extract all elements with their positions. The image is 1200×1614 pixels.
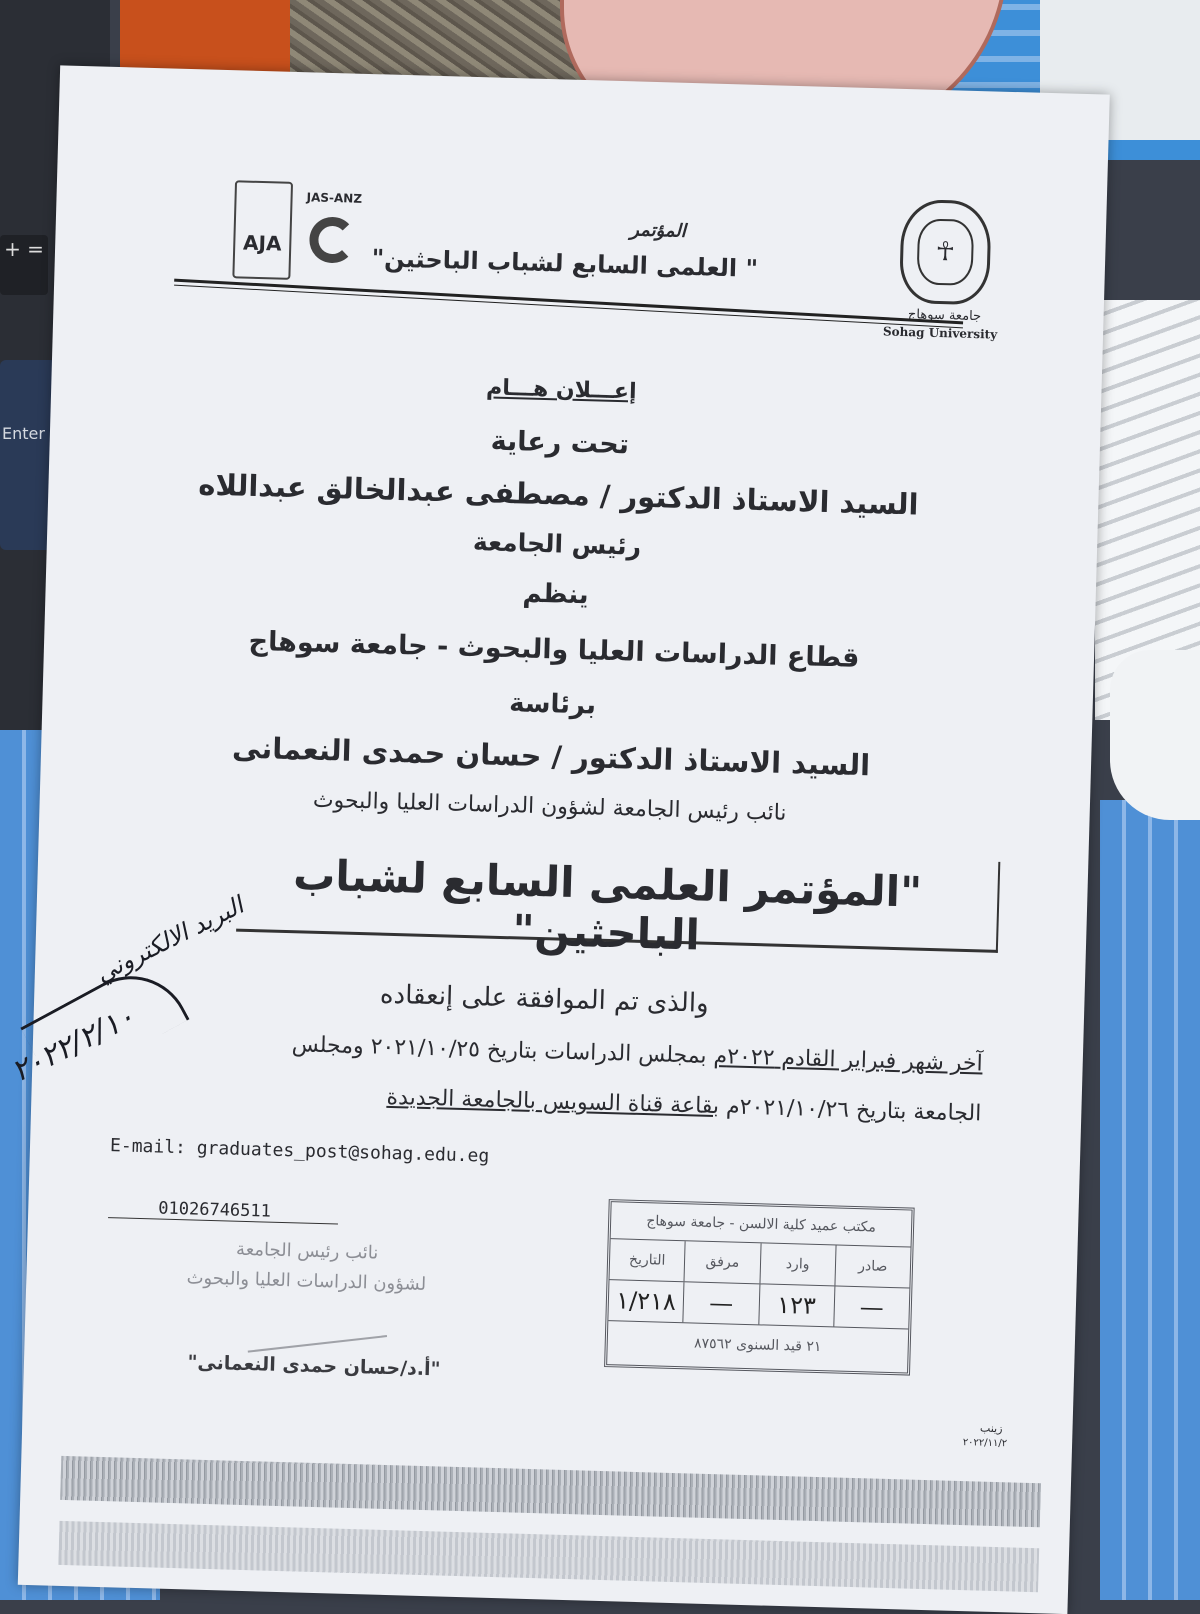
university-seal-icon (899, 199, 992, 305)
signatory-name: "أ.د/حسان حمدى النعمانى" (187, 1351, 441, 1381)
sector-line: قطاع الدراسات العليا والبحوث - جامعة سوهاج (248, 625, 860, 674)
vice-president-title: نائب رئيس الجامعة لشؤون الدراسات العليا والبحوث (312, 787, 787, 826)
scan-noise-band (60, 1456, 1041, 1527)
blue-tablecloth-right (1100, 800, 1200, 1600)
vice-president-name: السيد الاستاذ الدكتور / حسان حمدى النعمانى (231, 730, 871, 783)
conference-name: "المؤتمر العلمى السابع لشباب الباحثين" (292, 850, 923, 960)
letterhead-rule (174, 279, 963, 325)
letterhead-title: " العلمى السابع لشباب الباحثين" (371, 244, 759, 283)
university-name-en: Sohag University (882, 324, 998, 342)
handwritten-note: البريد الالكتروني (91, 891, 248, 988)
patronage-line: تحت رعاية (490, 425, 630, 461)
seal-emblem-icon: ☥ (916, 218, 974, 286)
president-title: رئيس الجامعة (472, 527, 642, 561)
dates-line-1 (103, 1027, 983, 1077)
stamp-val-outgoing: — (833, 1286, 909, 1328)
stamp-header: مكتب عميد كلية الالسن - جامعة سوهاج (611, 1202, 912, 1247)
venue: بقاعة قناة السويس بالجامعة الجديدة (386, 1084, 720, 1120)
keyboard-enter-key: Enter (0, 360, 82, 550)
contact-email: E-mail: graduates_post@sohag.edu.eg (109, 1135, 490, 1167)
stamp-col-date: التاريخ (628, 1251, 666, 1269)
certification-logos (232, 180, 385, 294)
scan-noise-band-lower (58, 1521, 1039, 1592)
keyboard-plus-key: + = (0, 235, 48, 295)
computer-mouse (1110, 650, 1200, 820)
jas-anz-label: JAS-ANZ (306, 190, 363, 206)
stamp-col-incoming: وارد (759, 1243, 835, 1285)
announcement-heading: إعـــلان هـــام (485, 375, 637, 405)
stamp-col-attachment: مرفق (684, 1241, 760, 1283)
chaired-by-line: برئاسة (508, 688, 597, 721)
stamp-col-outgoing: صادر (834, 1245, 910, 1287)
conference-label: المؤتمر (629, 219, 687, 242)
contact-phone: 01026746511 (108, 1197, 338, 1224)
approval-line: والذى تم الموافقة على إنعقاده (379, 979, 710, 1019)
document-paper (5, 65, 1110, 1614)
signatory-title-1: نائب رئيس الجامعة (235, 1238, 379, 1264)
handwritten-signature (243, 1295, 387, 1352)
corner-initials: زينب (979, 1421, 1003, 1436)
stamp-val-date: ١/٢١٨ (615, 1286, 677, 1317)
date-council: الجامعة بتاريخ ٢٠٢١/١٠/٢٦م (718, 1094, 982, 1127)
date-rest: بمجلس الدراسات بتاريخ ٢٠٢١/١٠/٢٥ ومجلس (291, 1032, 714, 1069)
corner-date: ٢٠٢٢/١١/٢ (962, 1437, 1008, 1450)
president-name: السيد الاستاذ الدكتور / مصطفى عبدالخالق عبداللاه (197, 467, 919, 522)
dates-line-2 (101, 1077, 981, 1127)
jas-anz-logo-icon (309, 216, 356, 263)
organizes-line: ينظم (522, 578, 590, 611)
stamp-val-incoming: ١٢٣ (758, 1284, 834, 1326)
registry-stamp (604, 1199, 915, 1375)
university-name-ar: جامعة سوهاج (907, 307, 982, 325)
signatory-title-2: لشؤون الدراسات العليا والبحوث (186, 1267, 427, 1296)
handwritten-date: ٢٠٢٢/٢/١٠ (5, 999, 141, 1090)
stamp-footer: ٢١ قيد السنوى ٨٧٥٦٢ (693, 1335, 822, 1356)
aja-logo: AJA (232, 180, 293, 280)
letterhead-rule-thin (174, 285, 963, 329)
stamp-val-attachment: — (683, 1282, 759, 1324)
date-highlight: آخر شهر فبراير القادم ٢٠٢٢م (713, 1043, 984, 1077)
